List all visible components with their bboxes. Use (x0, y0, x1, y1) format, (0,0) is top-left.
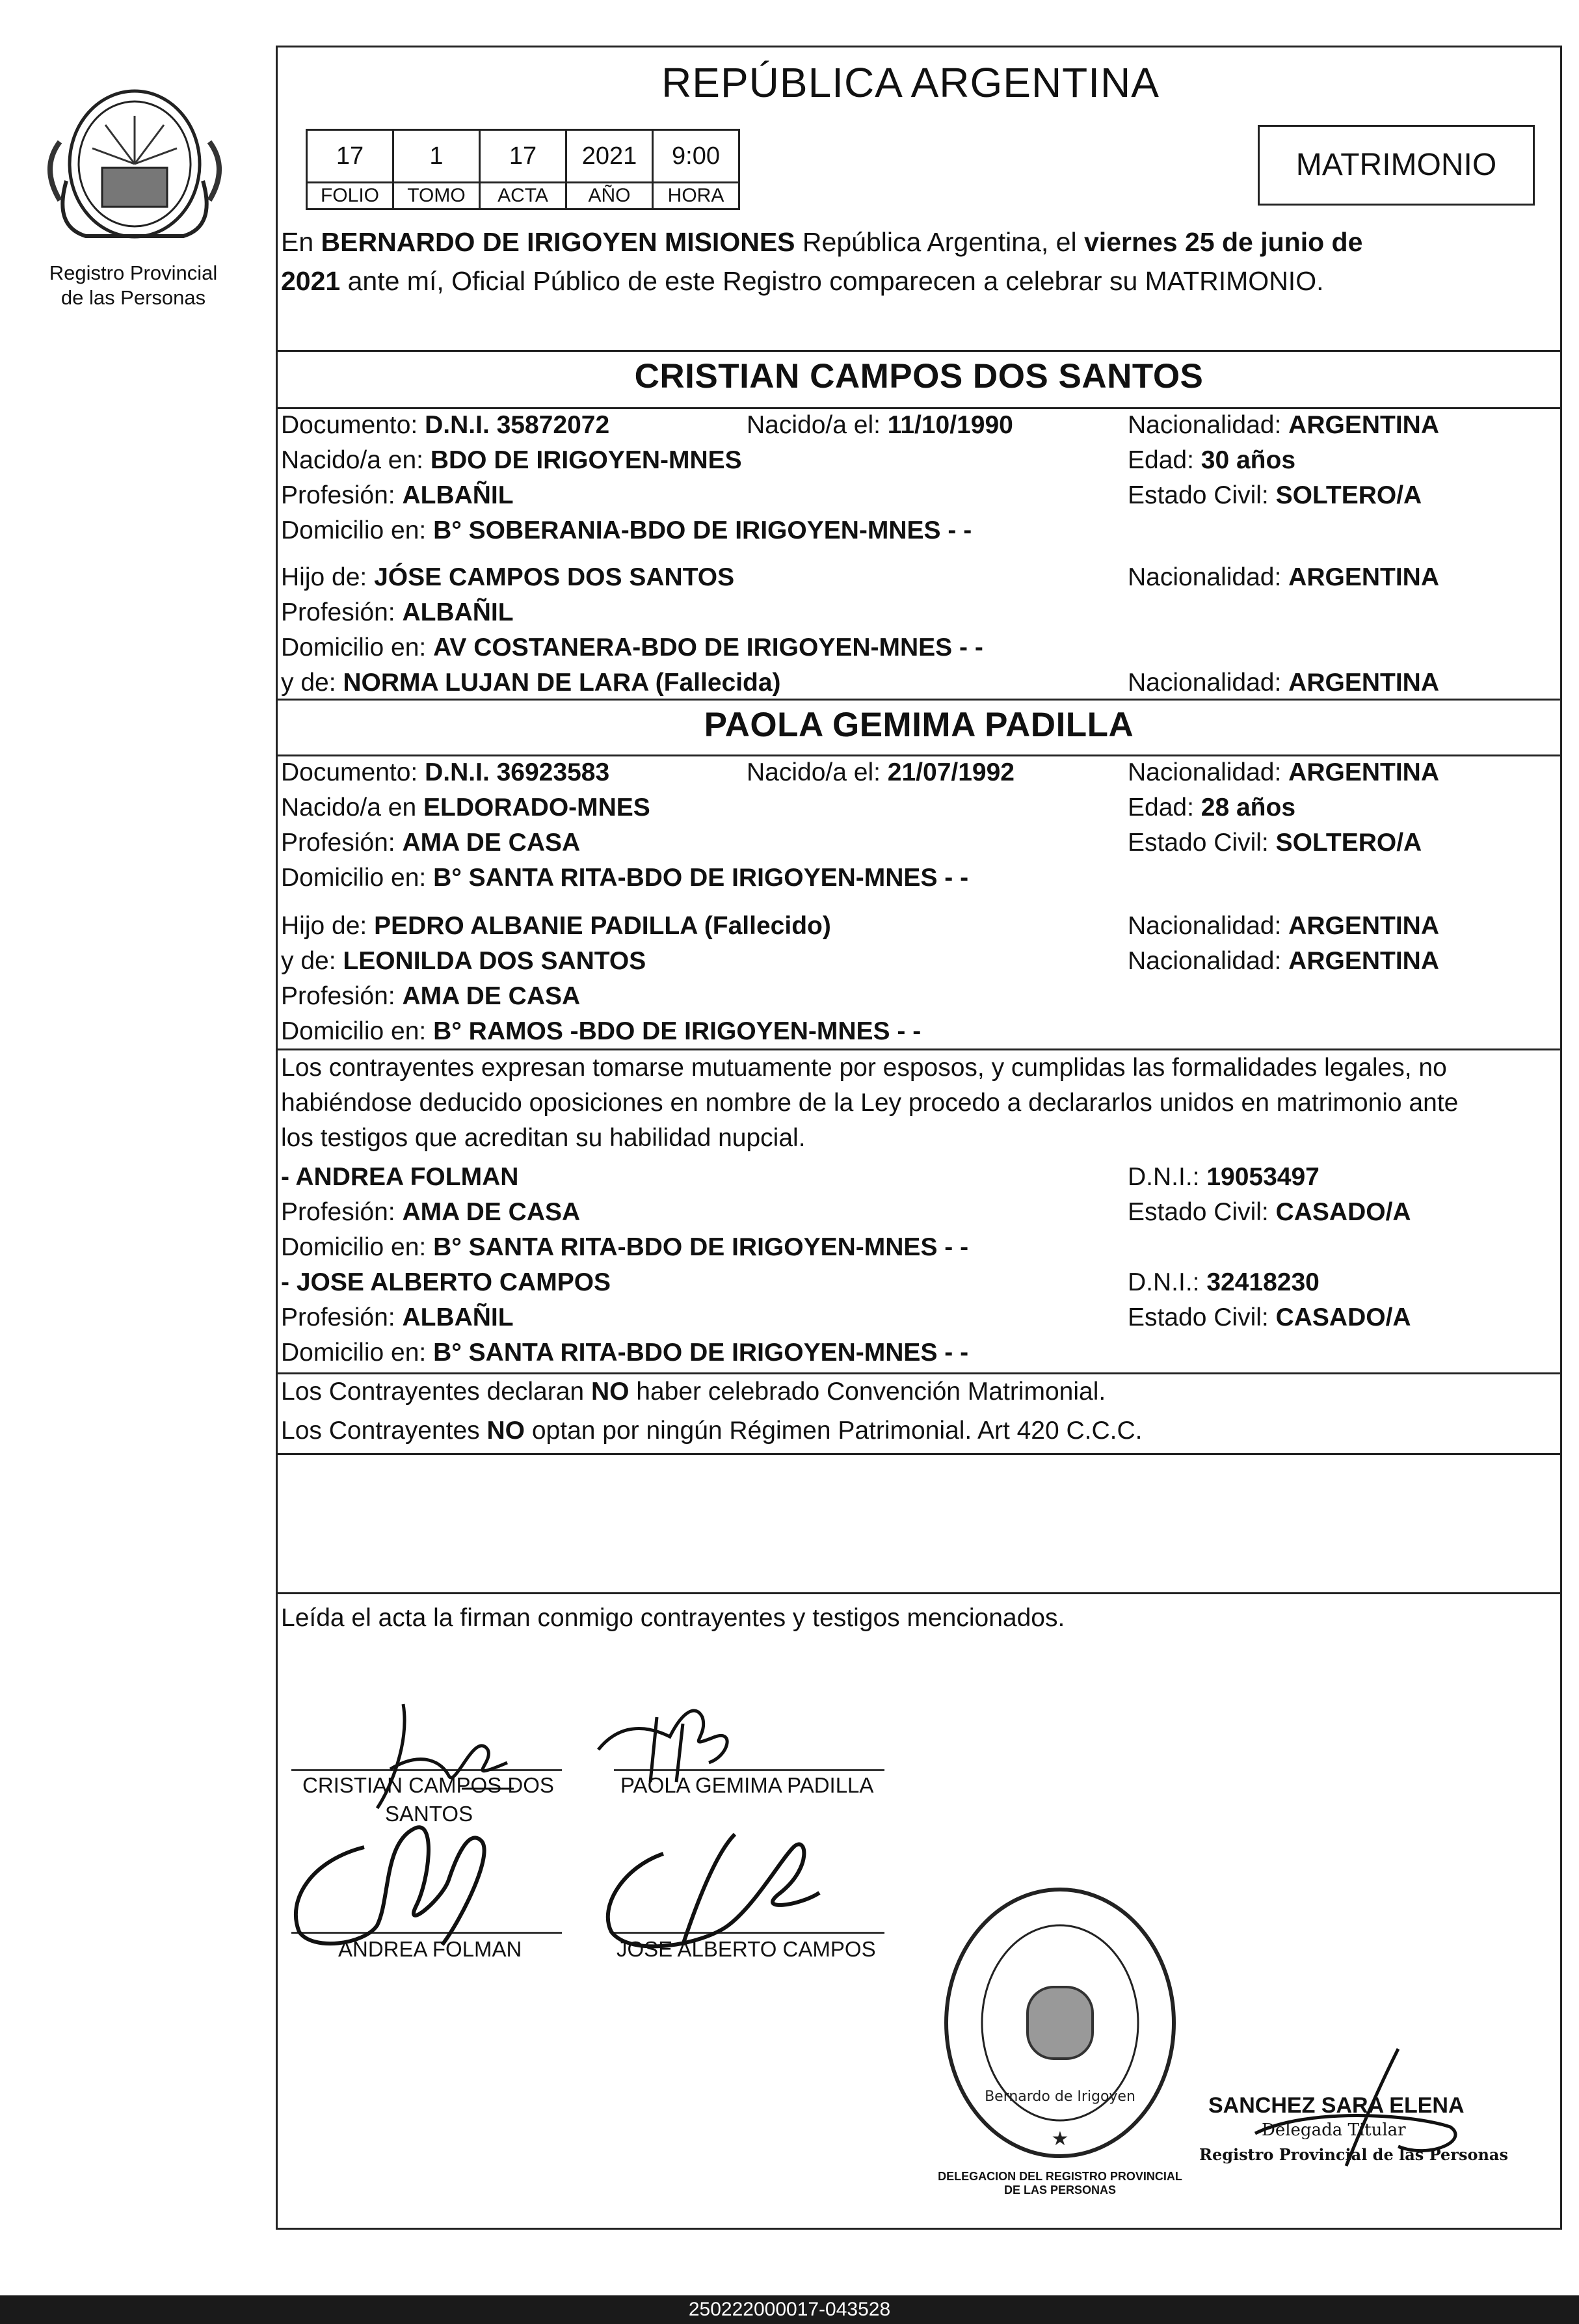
footer-code: 250222000017-043528 (688, 2299, 891, 2320)
divider (276, 1592, 1562, 1594)
svg-text:★: ★ (1051, 2128, 1069, 2150)
act-type-box (1258, 125, 1535, 206)
official-role: Delegada Titular (1262, 2120, 1406, 2140)
province-seal-logo (40, 83, 229, 252)
official-office: Registro Provincial de las Personas (1199, 2145, 1508, 2164)
witness2-address: Domicilio en: B° SANTA RITA-BDO DE IRIGOYEN-MNES - - (281, 1339, 969, 1367)
bride-profession: Profesión: AMA DE CASA (281, 829, 581, 857)
tomo-value: 1 (393, 130, 480, 183)
bride-signature-label: PAOLA GEMIMA PADILLA (620, 1773, 874, 1797)
witness2-signature-label: JOSE ALBERTO CAMPOS (617, 1937, 876, 1961)
document-title: REPÚBLICA ARGENTINA (661, 59, 1160, 106)
closing-text: Leída el acta la firman conmigo contrayentes y testigos mencionados. (281, 1604, 1065, 1632)
folio-value: 17 (307, 130, 393, 183)
groom-birthplace: Nacido/a en: BDO DE IRIGOYEN-MNES (281, 446, 742, 474)
bride-father: Hijo de: PEDRO ALBANIE PADILLA (Fallecido) (281, 912, 831, 940)
groom-father-profession: Profesión: ALBAÑIL (281, 598, 514, 626)
divider (276, 699, 1562, 701)
witness1-signature-label: ANDREA FOLMAN (338, 1937, 522, 1961)
convention-line-1: Los Contrayentes declaran NO haber celebrado Convención Matrimonial. (281, 1378, 1106, 1406)
intro-place: BERNARDO DE IRIGOYEN MISIONES (321, 227, 795, 257)
acta-label: ACTA (480, 183, 566, 209)
anio-value: 2021 (566, 130, 653, 183)
tomo-label: TOMO (393, 183, 480, 209)
witness1-signature (273, 1802, 546, 1964)
folio-label: FOLIO (307, 183, 393, 209)
witness2-dni: D.N.I.: 32418230 (1128, 1268, 1320, 1296)
footer-bar (0, 2295, 1579, 2324)
act-type: MATRIMONIO (1295, 148, 1497, 182)
groom-age: Edad: 30 años (1128, 446, 1296, 474)
groom-signature-label-1: CRISTIAN CAMPOS DOS (302, 1773, 554, 1797)
witness1-name: - ANDREA FOLMAN (281, 1163, 519, 1191)
declaration-line-1: Los contrayentes expresan tomarse mutuamente por esposos, y cumplidas las formalidades legales, no (281, 1054, 1447, 1082)
registry-caption-line2: de las Personas (60, 286, 206, 309)
bride-mother: y de: LEONILDA DOS SANTOS (281, 947, 646, 975)
bride-father-nationality: Nacionalidad: ARGENTINA (1128, 912, 1440, 940)
divider (276, 407, 1562, 409)
bride-birthdate: Nacido/a el: 21/07/1992 (747, 758, 1015, 786)
divider (276, 1372, 1562, 1374)
bride-age: Edad: 28 años (1128, 794, 1296, 821)
groom-father-nationality: Nacionalidad: ARGENTINA (1128, 563, 1440, 591)
witness2-signature (585, 1815, 845, 1964)
witness1-profession: Profesión: AMA DE CASA (281, 1198, 581, 1226)
bride-mother-nationality: Nacionalidad: ARGENTINA (1128, 947, 1440, 975)
groom-father: Hijo de: JÓSE CAMPOS DOS SANTOS (281, 563, 735, 591)
bride-address: Domicilio en: B° SANTA RITA-BDO DE IRIGOYEN-MNES - - (281, 864, 969, 892)
witness2-civil-status: Estado Civil: CASADO/A (1128, 1303, 1411, 1331)
intro-year: 2021 (281, 266, 341, 296)
bride-document: Documento: D.N.I. 36923583 (281, 758, 610, 786)
divider (276, 1048, 1562, 1050)
groom-address: Domicilio en: B° SOBERANIA-BDO DE IRIGOYEN-MNES - - (281, 516, 972, 544)
groom-mother-nationality: Nacionalidad: ARGENTINA (1128, 669, 1440, 697)
intro-line-2: 2021 ante mí, Oficial Público de este Registro comparecen a celebrar su MATRIMONIO. (281, 266, 1324, 296)
registry-stamp (936, 1880, 1184, 2166)
groom-signature-label-2: SANTOS (385, 1802, 473, 1826)
witness2-name: - JOSE ALBERTO CAMPOS (281, 1268, 611, 1296)
groom-civil-status: Estado Civil: SOLTERO/A (1128, 481, 1422, 509)
bride-birthplace: Nacido/a en ELDORADO-MNES (281, 794, 650, 821)
intro-line-1: En BERNARDO DE IRIGOYEN MISIONES República Argentina, el viernes 25 de junio de (281, 227, 1363, 257)
intro-date: viernes 25 de junio de (1084, 227, 1363, 257)
declaration-line-3: los testigos que acreditan su habilidad nupcial. (281, 1124, 806, 1152)
stamp-ring-text: DELEGACION DEL REGISTRO PROVINCIAL DE LAS PERSONAS (938, 2170, 1182, 2197)
bride-mother-profession: Profesión: AMA DE CASA (281, 982, 581, 1010)
witness2-profession: Profesión: ALBAÑIL (281, 1303, 514, 1331)
divider (276, 350, 1562, 352)
divider (276, 1453, 1562, 1455)
groom-name: CRISTIAN CAMPOS DOS SANTOS (634, 357, 1204, 395)
bride-civil-status: Estado Civil: SOLTERO/A (1128, 829, 1422, 857)
groom-nationality: Nacionalidad: ARGENTINA (1128, 411, 1440, 439)
official-name: SANCHEZ SARA ELENA (1208, 2093, 1465, 2118)
declaration-line-2: habiéndose deducido oposiciones en nombre de la Ley procedo a declararlos unidos en matrimonio ante (281, 1089, 1459, 1117)
bride-signature (585, 1691, 754, 1795)
witness1-civil-status: Estado Civil: CASADO/A (1128, 1198, 1411, 1226)
registry-caption-line1: Registro Provincial (49, 261, 218, 284)
bride-name: PAOLA GEMIMA PADILLA (704, 706, 1134, 744)
divider (276, 755, 1562, 756)
anio-label: AÑO (566, 183, 653, 209)
groom-father-address: Domicilio en: AV COSTANERA-BDO DE IRIGOYEN-MNES - - (281, 634, 983, 661)
registry-table (306, 129, 740, 210)
stamp-inner-text: Bernardo de Irigoyen (985, 2089, 1135, 2105)
hora-label: HORA (653, 183, 739, 209)
bride-mother-address: Domicilio en: B° RAMOS -BDO DE IRIGOYEN-MNES - - (281, 1017, 922, 1045)
groom-document: Documento: D.N.I. 35872072 (281, 411, 610, 439)
convention-line-2: Los Contrayentes NO optan por ningún Régimen Patrimonial. Art 420 C.C.C. (281, 1417, 1143, 1445)
groom-birthdate: Nacido/a el: 11/10/1990 (747, 411, 1013, 439)
groom-profession: Profesión: ALBAÑIL (281, 481, 514, 509)
groom-mother: y de: NORMA LUJAN DE LARA (Fallecida) (281, 669, 781, 697)
witness1-dni: D.N.I.: 19053497 (1128, 1163, 1320, 1191)
acta-value: 17 (480, 130, 566, 183)
hora-value: 9:00 (653, 130, 739, 183)
witness1-address: Domicilio en: B° SANTA RITA-BDO DE IRIGOYEN-MNES - - (281, 1233, 969, 1261)
bride-nationality: Nacionalidad: ARGENTINA (1128, 758, 1440, 786)
